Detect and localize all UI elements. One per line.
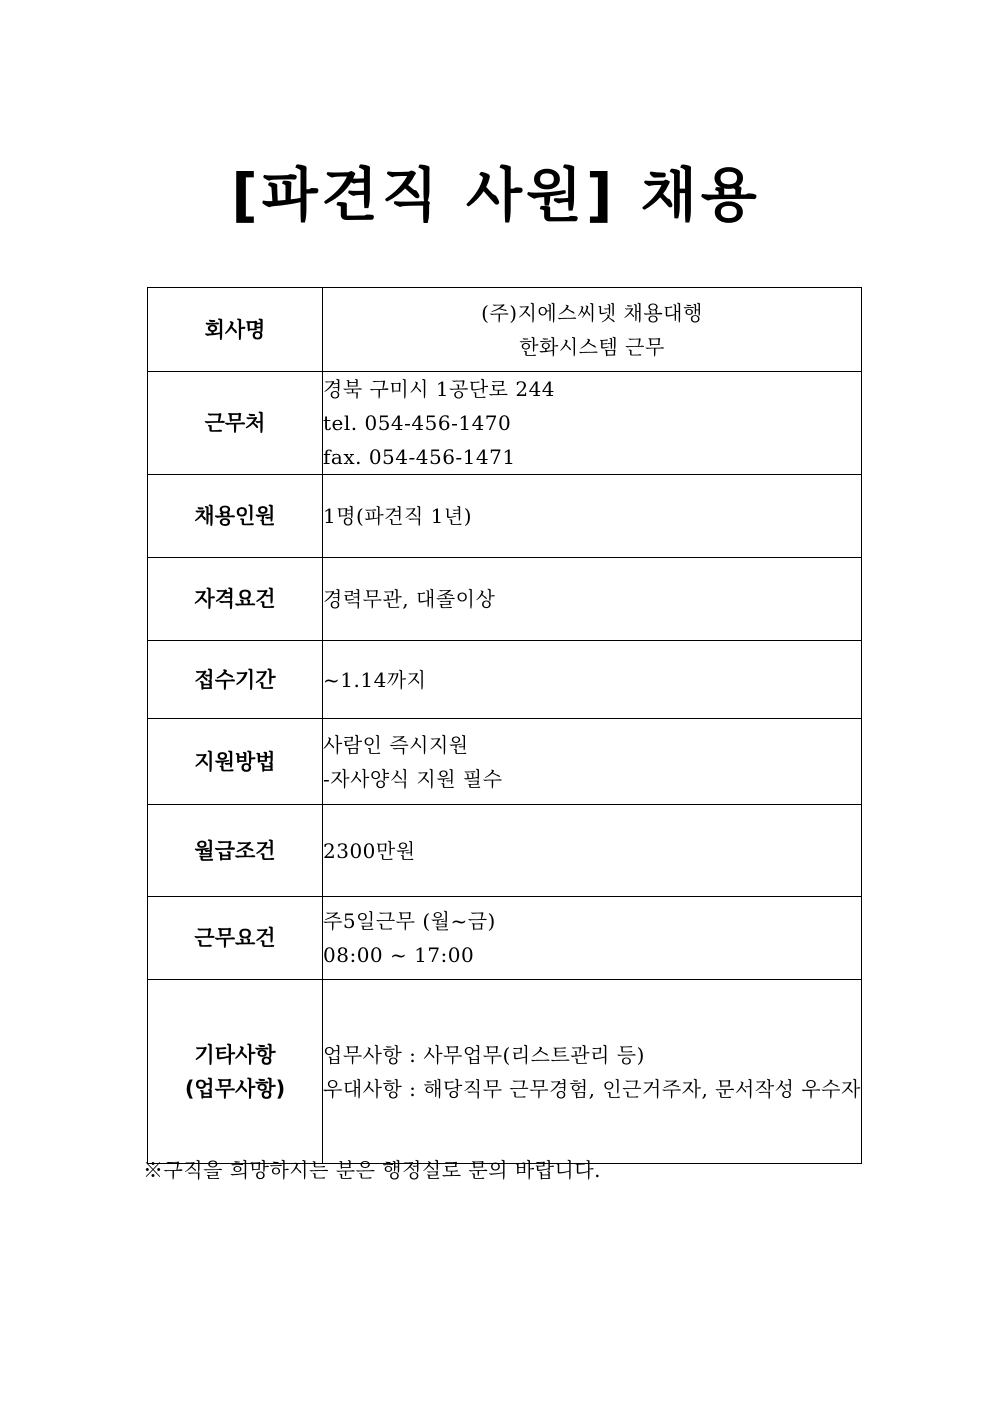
- label-qualification: 자격요건: [148, 558, 323, 641]
- page-title: [파견직 사원] 채용: [231, 161, 761, 229]
- value-qualification: [323, 558, 862, 641]
- table-row-period: [148, 641, 862, 719]
- label-conditions: 근무요건: [148, 897, 323, 980]
- value-line: 한화시스템 근무: [519, 334, 665, 359]
- label-method: 지원방법: [148, 719, 323, 805]
- value-line: 1명(파견직 1년): [323, 504, 473, 528]
- label-period: 접수기간: [148, 641, 323, 719]
- value-line: 우대사항 : 해당직무 근무경험, 인근거주자, 문서작성 우수자: [323, 1076, 861, 1101]
- label-company: 회사명: [148, 288, 323, 372]
- value-company: [323, 288, 862, 372]
- label-line: (업무사항): [184, 1076, 286, 1101]
- value-headcount: [323, 475, 862, 558]
- value-conditions: [323, 897, 862, 980]
- value-line: tel. 054-456-1470: [323, 411, 512, 435]
- value-line: 2300만원: [323, 838, 416, 863]
- value-line: 주5일근무 (월~금): [323, 909, 496, 933]
- value-other: [323, 980, 862, 1164]
- value-line: -자사양식 지원 필수: [323, 766, 503, 791]
- value-line: fax. 054-456-1471: [323, 445, 516, 469]
- table-row-headcount: [148, 475, 862, 558]
- label-other: [148, 980, 323, 1164]
- value-line: 사람인 즉시지원: [323, 732, 469, 757]
- value-salary: [323, 805, 862, 897]
- value-line: 경력무관, 대졸이상: [323, 587, 496, 611]
- value-method: [323, 719, 862, 805]
- value-period: [323, 641, 862, 719]
- value-line: 업무사항 : 사무업무(리스트관리 등): [323, 1042, 645, 1067]
- table-row-salary: [148, 805, 862, 897]
- table-row-conditions: [148, 897, 862, 980]
- value-line: 08:00 ~ 17:00: [323, 943, 475, 967]
- job-posting-table: [147, 287, 862, 1164]
- table-row-company: [148, 288, 862, 372]
- label-workplace: 근무처: [148, 372, 323, 475]
- table-row-method: [148, 719, 862, 805]
- value-line: (주)지에스씨넷 채용대행: [481, 300, 703, 325]
- table-row-qualification: [148, 558, 862, 641]
- table-row-other: [148, 980, 862, 1164]
- value-line: 경북 구미시 1공단로 244: [323, 377, 556, 401]
- value-workplace: [323, 372, 862, 475]
- value-line: ~1.14까지: [323, 667, 427, 692]
- label-line: 기타사항: [194, 1042, 276, 1067]
- label-salary: 월급조건: [148, 805, 323, 897]
- label-headcount: 채용인원: [148, 475, 323, 558]
- footnote: ※구직을 희망하시는 분은 행정실로 문의 바랍니다.: [143, 1158, 602, 1182]
- table-row-workplace: [148, 372, 862, 475]
